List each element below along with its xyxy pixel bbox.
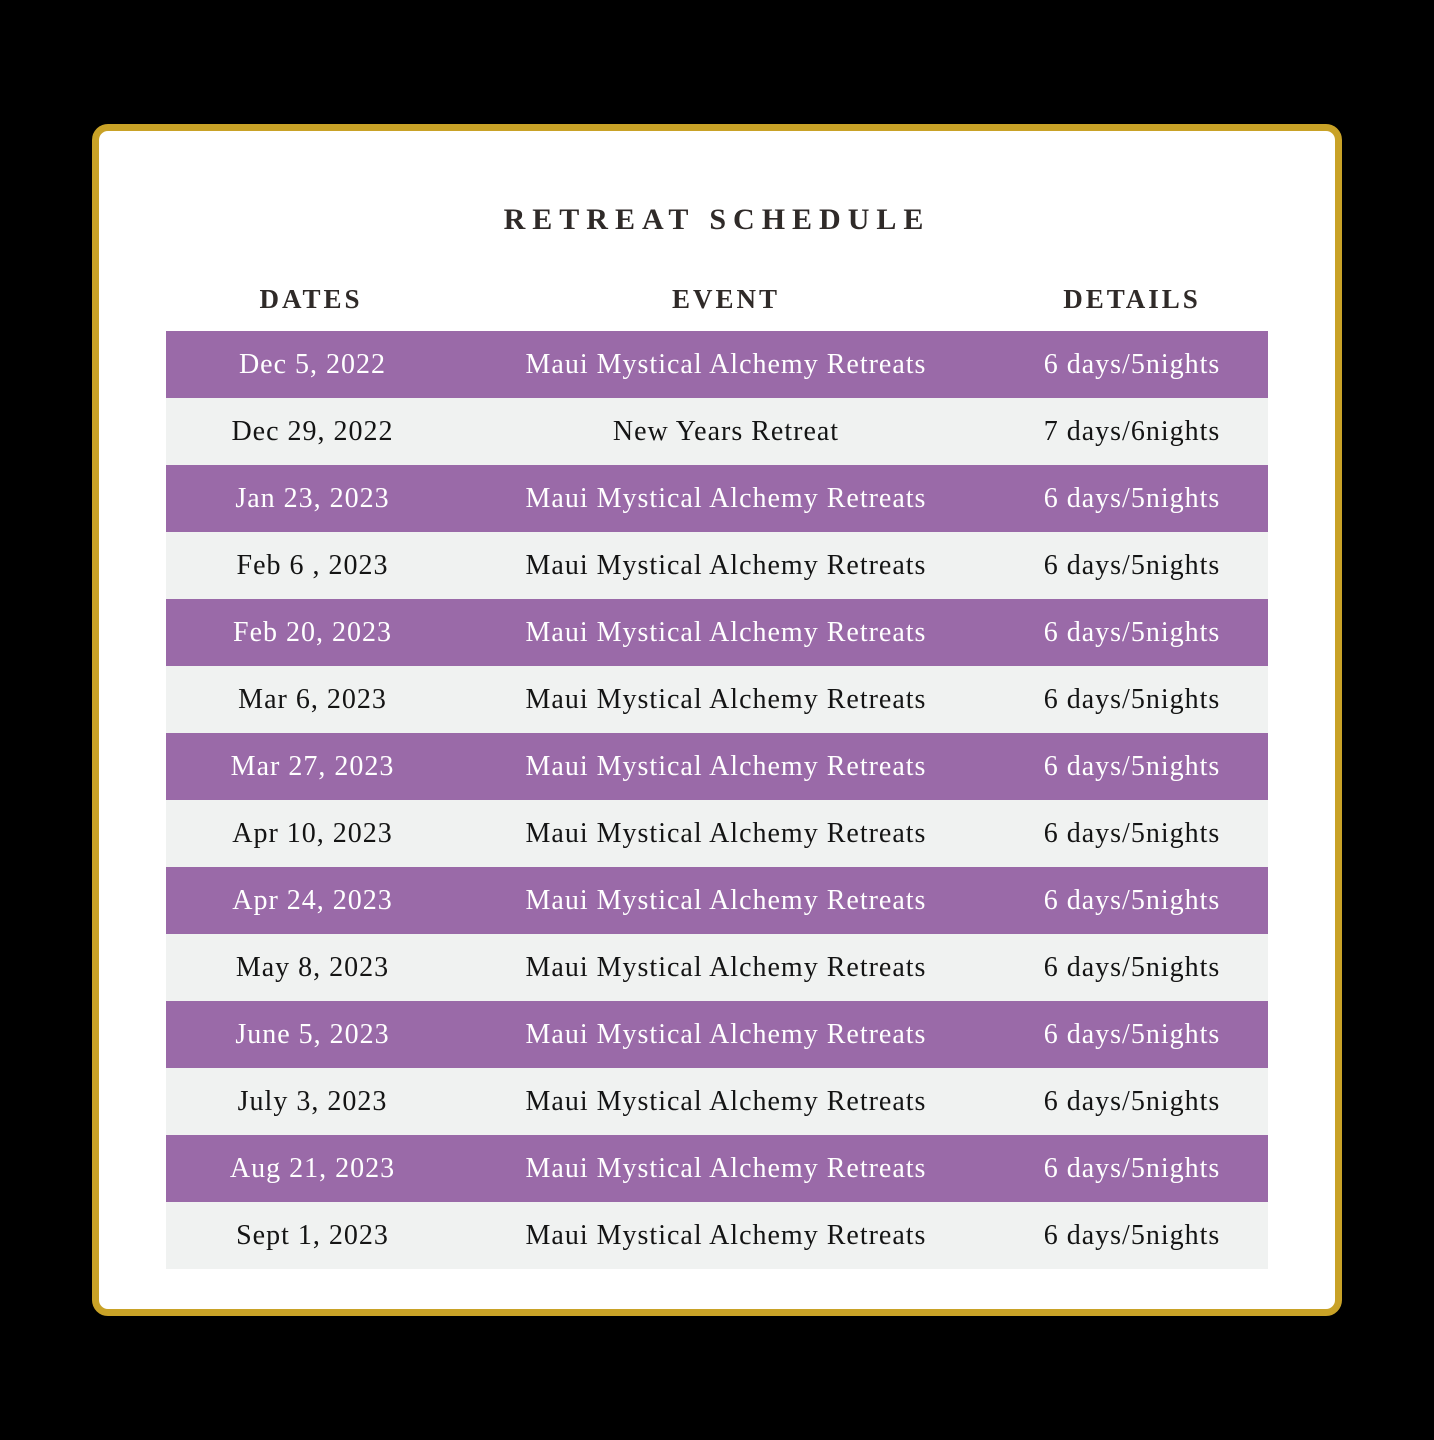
cell-details: 6 days/5nights [996, 1001, 1268, 1068]
cell-event: Maui Mystical Alchemy Retreats [456, 532, 996, 599]
table-row [166, 934, 1268, 1001]
cell-dates: Jan 23, 2023 [166, 465, 456, 532]
cell-event: Maui Mystical Alchemy Retreats [456, 934, 996, 1001]
table-row [166, 599, 1268, 666]
cell-event: Maui Mystical Alchemy Retreats [456, 1068, 996, 1135]
cell-dates: Sept 1, 2023 [166, 1202, 456, 1269]
cell-details: 6 days/5nights [996, 934, 1268, 1001]
cell-dates: Mar 6, 2023 [166, 666, 456, 733]
page-title: RETREAT SCHEDULE [503, 203, 931, 236]
cell-details: 6 days/5nights [996, 666, 1268, 733]
cell-event: Maui Mystical Alchemy Retreats [456, 733, 996, 800]
cell-dates: Aug 21, 2023 [166, 1135, 456, 1202]
table-row [166, 398, 1268, 465]
table-row [166, 666, 1268, 733]
table-body [166, 331, 1268, 1269]
cell-dates: Apr 24, 2023 [166, 867, 456, 934]
cell-dates: Feb 6 , 2023 [166, 532, 456, 599]
cell-dates: Feb 20, 2023 [166, 599, 456, 666]
cell-details: 6 days/5nights [996, 867, 1268, 934]
table-row [166, 800, 1268, 867]
schedule-card [92, 124, 1342, 1316]
column-header-event: EVENT [671, 284, 781, 314]
table-row [166, 331, 1268, 398]
table-header [166, 283, 1268, 331]
cell-event: Maui Mystical Alchemy Retreats [456, 800, 996, 867]
cell-details: 6 days/5nights [996, 599, 1268, 666]
cell-event: Maui Mystical Alchemy Retreats [456, 465, 996, 532]
cell-details: 6 days/5nights [996, 532, 1268, 599]
cell-details: 6 days/5nights [996, 1068, 1268, 1135]
cell-event: Maui Mystical Alchemy Retreats [456, 1001, 996, 1068]
cell-details: 6 days/5nights [996, 733, 1268, 800]
cell-details: 6 days/5nights [996, 1135, 1268, 1202]
cell-event: Maui Mystical Alchemy Retreats [456, 867, 996, 934]
column-header-dates: DATES [259, 284, 363, 314]
cell-event: Maui Mystical Alchemy Retreats [456, 599, 996, 666]
table-row [166, 733, 1268, 800]
cell-dates: Dec 5, 2022 [166, 331, 456, 398]
table-row [166, 1068, 1268, 1135]
cell-details: 6 days/5nights [996, 465, 1268, 532]
cell-dates: June 5, 2023 [166, 1001, 456, 1068]
cell-dates: May 8, 2023 [166, 934, 456, 1001]
table-row [166, 532, 1268, 599]
table-row [166, 465, 1268, 532]
table-row [166, 1001, 1268, 1068]
column-header-details: DETAILS [1063, 284, 1201, 314]
cell-dates: Dec 29, 2022 [166, 398, 456, 465]
cell-dates: Mar 27, 2023 [166, 733, 456, 800]
cell-dates: July 3, 2023 [166, 1068, 456, 1135]
retreat-schedule-table [166, 283, 1268, 1269]
cell-details: 6 days/5nights [996, 800, 1268, 867]
cell-event: Maui Mystical Alchemy Retreats [456, 1202, 996, 1269]
table-row [166, 1202, 1268, 1269]
cell-details: 6 days/5nights [996, 1202, 1268, 1269]
cell-event: Maui Mystical Alchemy Retreats [456, 1135, 996, 1202]
table-row [166, 1135, 1268, 1202]
cell-dates: Apr 10, 2023 [166, 800, 456, 867]
cell-event: Maui Mystical Alchemy Retreats [456, 331, 996, 398]
table-header-row [166, 283, 1268, 331]
cell-details: 6 days/5nights [996, 331, 1268, 398]
cell-event: Maui Mystical Alchemy Retreats [456, 666, 996, 733]
cell-event: New Years Retreat [456, 398, 996, 465]
table-row [166, 867, 1268, 934]
cell-details: 7 days/6nights [996, 398, 1268, 465]
